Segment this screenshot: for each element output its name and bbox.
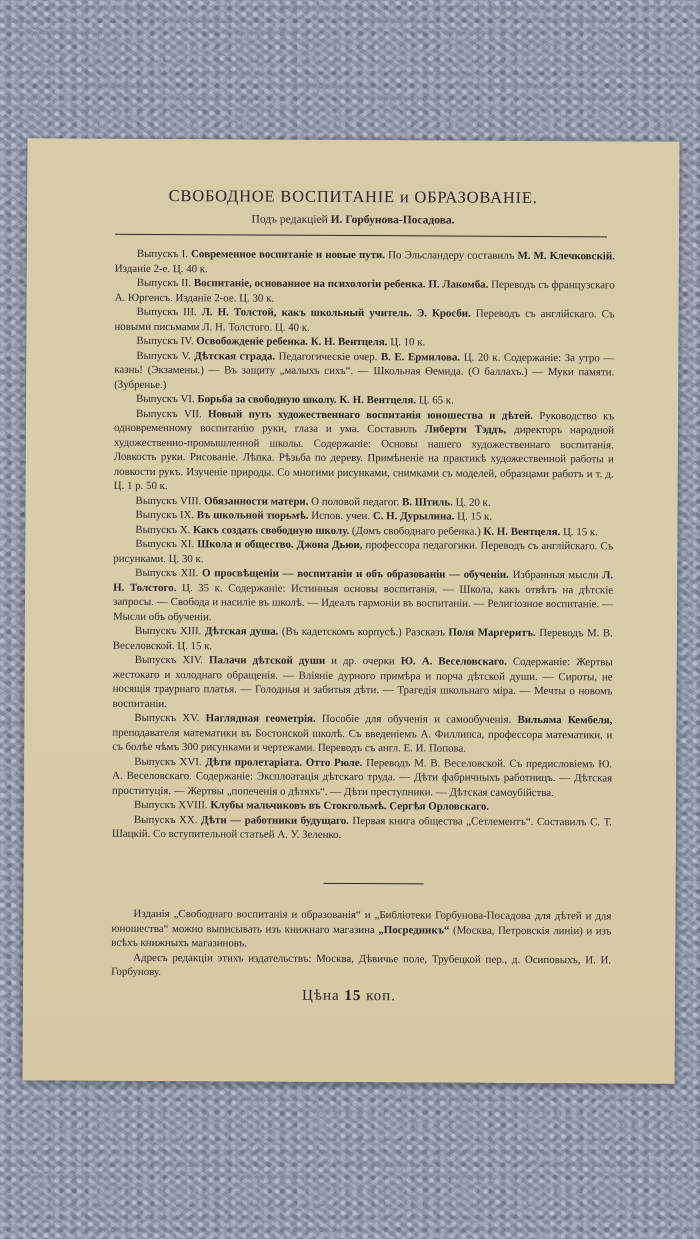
editor-name: И. Горбунова-Посадова. — [330, 213, 455, 227]
issue-entry: Выпускъ XII. О просвѣщеніи — воспитаніи и объ образованіи — обученіи. Избранныя мысли Л. Н. Толстого. Ц. 35 к. Содержаніе: Истинныя основы воспитанія. — Школа, какъ отвѣтъ на дѣтскіе запросы. — Свобода и насиліе въ школѣ. — Идеалъ гармоніи въ воспитаніи. — Религіозное воспитаніе. — Мысли объ обученіи. — [112, 566, 614, 623]
issue-entry: Выпускъ VI. Борьба за свободную школу. К. Н. Вентцеля. Ц. 65 к. — [136, 392, 454, 407]
issue-entry: Выпускъ IV. Освобожденіе ребенка. К. Н. Вентцеля. Ц. 10 к. — [136, 334, 426, 349]
issue-entry: Выпускъ XVI. Дѣти пролетаріата. Отто Рюле. Переводъ М. В. Веселовской. Съ предисловіемъ Ю. А. Веселовскаго. Содержаніе: Эксплоатація дѣтскаго труда. — Дѣти фабричныхъ работницъ. — Дѣтская проституція. — Жертвы „попеченія о дѣтяхъ“. — Дѣти преступники. — Дѣтская самоубійства. — [112, 755, 613, 799]
editorial-address: Адресъ редакціи этихъ издательствъ: Москва, Дѣвичье поле, Трубецкой пер., д. Осиповыхъ, И. И. Горбунову. — [111, 951, 612, 979]
order-info: Изданія „Свободнаго воспитанія и образованія“ и „Библіотеки Горбунова-Посадова для дѣтей и для юношества“ можно выписывать изъ книжнаго магазина „Посредникъ“ (Москва, Петровскія линіи) и изъ всѣхъ книжныхъ магазиновъ. — [111, 907, 612, 950]
issues-list — [112, 247, 615, 844]
price-unit: коп. — [366, 988, 397, 1005]
issue-entry: Выпускъ IX. Въ школьной тюрьмѣ. Испов. учен. С. Н. Дурылина. Ц. 15 к. — [135, 508, 493, 523]
publisher-note — [111, 907, 611, 982]
price-label: Цѣна — [301, 987, 340, 1004]
issue-entry: Выпускъ X. Какъ создать свободную школу. (Домъ свободнаго ребенка.) К. Н. Вентцеля. Ц. 15 к. — [135, 523, 598, 538]
section-divider — [324, 883, 424, 885]
price-value: 15 — [344, 987, 362, 1005]
series-title: СВОБОДНОЕ ВОСПИТАНІЕ и ОБРАЗОВАНІЕ. — [168, 186, 538, 207]
issue-entry: Выпускъ XVIII. Клубы мальчиковъ въ Стокгольмѣ. Сергѣя Орловскаго. — [133, 798, 490, 813]
issue-entry: Выпускъ II. Воспитаніе, основанное на психологіи ребенка. П. Лакомба. Переводъ съ французскаго А. Юргенсъ. Изданіе 2-ое. Ц. 30 к. — [114, 276, 615, 305]
issue-entry: Выпускъ XX. Дѣти — работники будущаго. Первая книга общества „Сетлементъ“. Составилъ С. Т. Шацкій. Со вступительной статьей А. У. Зеленко. — [111, 813, 612, 841]
title-rule — [115, 234, 607, 238]
issue-entry: Выпускъ XV. Наглядная геометрія. Пособіе для обученія и самообученія. Вильяма Кембеля, преподавателя математики въ Бостонской школѣ. Съ введеніемъ А. Филлипса, профессора математики, и съ болѣе чѣмъ 300 рисунками и чертежами. Переводъ съ англ. Е. И. Попова. — [112, 711, 613, 755]
issue-entry: Выпускъ VIII. Обязанности матери. О половой педагог. В. Штиль. Ц. 20 к. — [135, 494, 491, 509]
price-line — [23, 986, 675, 1006]
issue-entry: Выпускъ XIII. Дѣтская душа. (Въ кадетскомъ корпусѣ.) Разсказъ Поля Маргеритъ. Переводъ М. В. Веселовской. Ц. 15 к. — [112, 624, 613, 652]
editor-line — [27, 212, 679, 227]
issue-entry: Выпускъ I. Современное воспитаніе и новые пути. По Эльсландеру составилъ М. М. Клечковскій. Изданіе 2-е. Ц. 40 к. — [114, 247, 615, 275]
issue-entry: Выпускъ XI. Школа и общество. Джона Дьюи, профессора педагогики. Переводъ съ англійскаго. Съ рисунками. Ц. 30 к. — [113, 537, 614, 565]
posrednik-name: „Посредникъ“ — [378, 923, 450, 937]
issue-entry: Выпускъ V. Дѣтская страда. Педагогическіе очер. В. Е. Ермилова. Ц. 20 к. Содержаніе: За утро — казнь! (Экзамены.) — Въ защиту „малыхъ сихъ“. — Школьная Ѳемида. (О баллахъ.) — Муки памяти. (Зубренье.) — [114, 349, 615, 391]
issue-entry: Выпускъ III. Л. Н. Толстой, какъ школьный учитель. Э. Кросби. Переводъ съ англійскаго. Съ новыми письмами Л. Н. Толстого. Ц. 40 к. — [114, 305, 615, 334]
issue-entry: Выпускъ VII. Новый путь художественнаго воспитанія юношества и дѣтей. Руководство къ одновременному воспитанію руки, глаза и ума. Составилъ Либерти Тэддъ, директоръ народной художественно-промышленной школы. Содержаніе: Основы нашего художественнаго воспитанія. Ловкость руки. Рисованіе. Лѣпка. Рѣзьба по дереву. Примѣненіе на практикѣ художественной работы и ловкости рукъ. Изученіе природы. Со многими рисунками, снимками съ моделей, образцами работъ и т. д. Ц. 1 р. 50 к. — [113, 407, 615, 493]
editor-prefix: Подъ редакціей — [251, 213, 328, 226]
issue-entry: Выпускъ XIV. Палачи дѣтской души и др. очерки Ю. А. Веселовскаго. Содержаніе: Жертвы жестокаго и холоднаго обращенія. — Вліяніе дурного примѣра и порча дѣтской души. — Сироты, не носящія траурнаго платья. — Голодныя и забитыя дѣти. — Трагедія школьнаго міра. — Мечты о новомъ воспитаніи. — [112, 653, 613, 710]
book-back-cover — [23, 138, 680, 1083]
